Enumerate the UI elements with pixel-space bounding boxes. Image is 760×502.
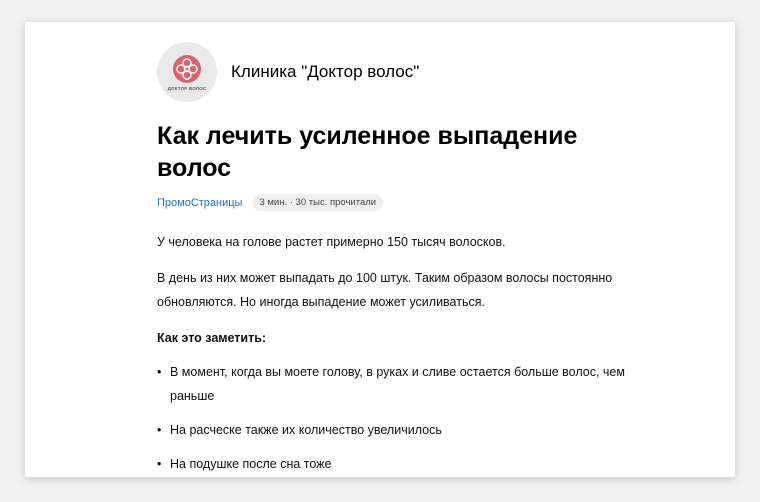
article-title: Как лечить усиленное выпадение волос <box>157 122 578 182</box>
bullet-icon: • <box>157 457 162 471</box>
read-stats-badge: 3 мин. · 30 тыс. прочитали <box>252 194 383 211</box>
bullet-list <box>157 360 627 476</box>
article-meta <box>157 194 383 211</box>
subheading: Как это заметить: <box>157 331 267 345</box>
paragraph: В день из них может выпадать до 100 штук. Таким образом волосы постоянно обновляются. Но иногда выпадение может усиливаться. <box>157 271 613 309</box>
channel-name[interactable]: Клиника "Доктор волос" <box>231 62 420 81</box>
list-item <box>157 360 627 408</box>
list-item-text: На расческе также их количество увеличилось <box>170 423 442 437</box>
list-item-text: На подушке после сна тоже <box>170 457 332 471</box>
logo-caption: ДОКТОР ВОЛОС <box>167 85 207 91</box>
channel-header <box>157 42 419 102</box>
paragraph: У человека на голове растет примерно 150 тысяч волосков. <box>157 235 506 249</box>
list-item-text: В момент, когда вы моете голову, в руках и сливе остается больше волос, чем раньше <box>170 365 625 403</box>
article-card <box>25 22 735 477</box>
channel-avatar[interactable] <box>157 42 217 102</box>
bullet-icon: • <box>157 365 162 379</box>
bullet-icon: • <box>157 423 162 437</box>
list-item <box>157 418 627 442</box>
clinic-logo-icon <box>172 54 202 84</box>
source-link[interactable]: ПромоСтраницы <box>157 196 243 209</box>
article-body <box>157 230 627 477</box>
list-item <box>157 452 627 476</box>
